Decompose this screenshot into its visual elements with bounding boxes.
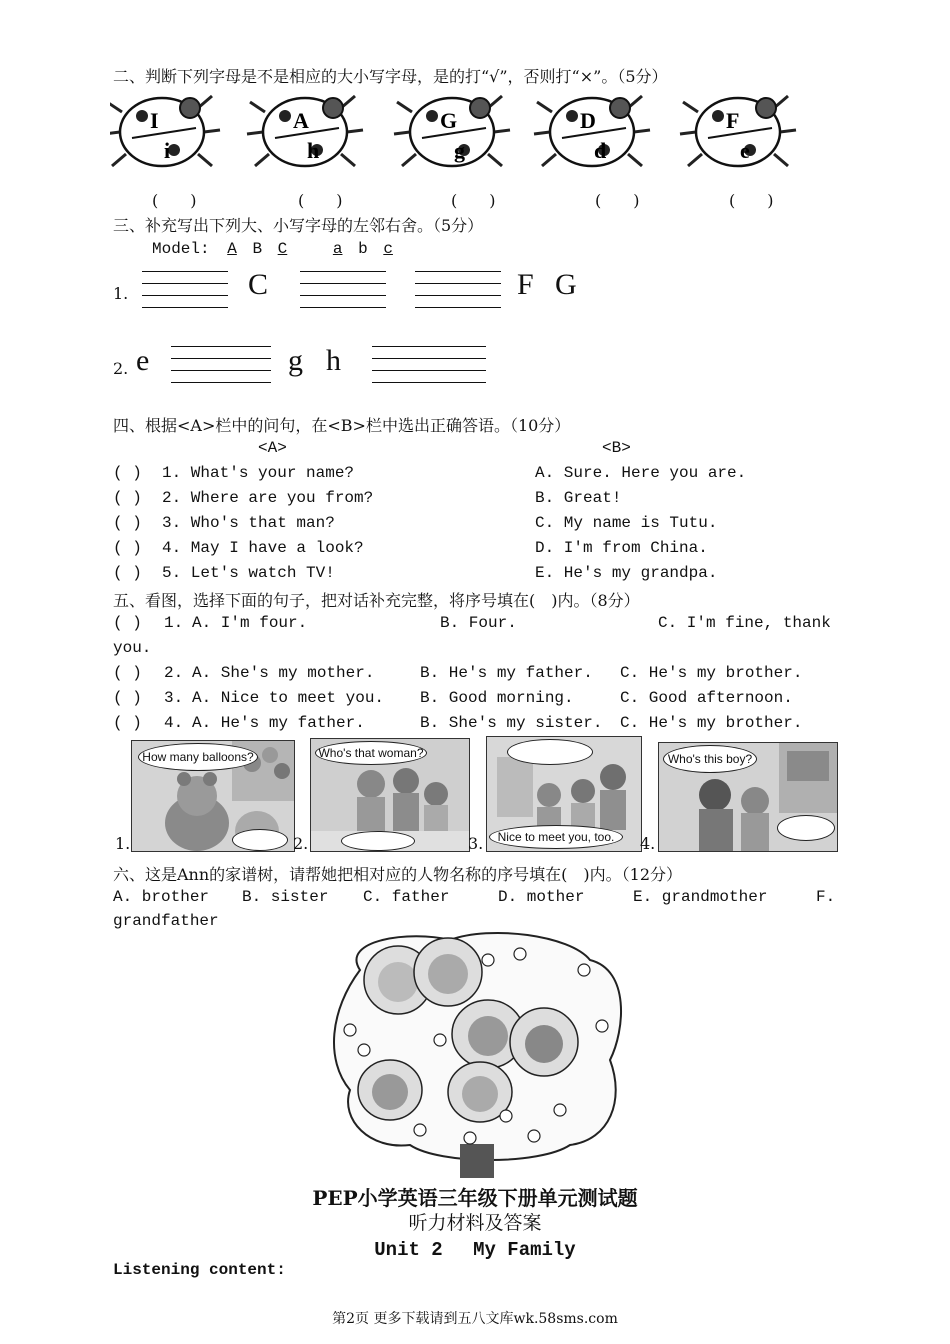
choice-b: B. He's my father.: [420, 664, 593, 682]
ladybug-uppercase: F: [726, 108, 740, 133]
letter-e: e: [136, 344, 150, 377]
unit-title: Unit 2 My Family: [374, 1239, 576, 1261]
row1-number: 1.: [113, 284, 129, 303]
letter-g-lower: g: [288, 344, 303, 377]
section2-title: 二、判断下列字母是不是相应的大小写字母，是的打“√”，否则打“×”。（5分）: [113, 67, 668, 86]
answer-paren[interactable]: ( ): [113, 664, 142, 682]
empty-speech-bubble: [341, 831, 415, 851]
ladybug-lowercase: e: [740, 138, 750, 163]
option-brother: A. brother: [113, 888, 210, 906]
question-item: 1. What's your name?: [162, 464, 355, 482]
picture-number: 2.: [293, 834, 309, 853]
item-number: 2.: [164, 664, 184, 682]
option-mother: D. mother: [498, 888, 585, 906]
section6-title: 六、这是Ann的家谱树，请帮她把相对应的人物名称的序号填在( )内。（12分）: [113, 865, 683, 884]
column-b-header: <B>: [602, 439, 631, 457]
choice-c: C. Good afternoon.: [620, 689, 793, 707]
ladybug-uppercase: G: [440, 108, 458, 133]
ladybug-row: [110, 86, 830, 178]
ladybug-uppercase: I: [150, 108, 159, 133]
answer-option: E. He's my grandpa.: [535, 564, 718, 582]
choice-c: C. He's my brother.: [620, 714, 803, 732]
choice-b: B. She's my sister.: [420, 714, 603, 732]
answer-paren[interactable]: ( ): [113, 564, 142, 582]
question-item: 2. Where are you from?: [162, 489, 374, 507]
choice-a: A. She's my mother.: [192, 664, 375, 682]
column-a-header: <A>: [258, 439, 287, 457]
choice-a: A. I'm four.: [192, 614, 308, 632]
writing-lines: [142, 271, 228, 309]
empty-speech-bubble: [507, 739, 593, 765]
choice-b: B. Good morning.: [420, 689, 574, 707]
choice-c: C. I'm fine, thank: [658, 614, 831, 632]
answer-paren[interactable]: ( ): [113, 689, 142, 707]
ladybug-lowercase: h: [307, 138, 320, 163]
answer-blank[interactable]: ( ): [729, 191, 774, 210]
option-father: C. father: [363, 888, 450, 906]
answer-blank[interactable]: ( ): [152, 191, 197, 210]
option-grandfather: grandfather: [113, 912, 219, 930]
speech-bubble: How many balloons?: [138, 743, 258, 771]
comic-panel-2: [310, 738, 470, 852]
ladybug-lowercase: i: [164, 138, 171, 163]
choice-b: B. Four.: [440, 614, 517, 632]
writing-lines: [372, 346, 486, 384]
option-f-letter: F.: [816, 888, 836, 906]
choice-c: C. He's my brother.: [620, 664, 803, 682]
model-label: Model:: [152, 240, 210, 258]
answer-blank[interactable]: ( ): [298, 191, 343, 210]
model-lower-b: b: [358, 240, 368, 258]
ladybug-4: [534, 96, 650, 166]
item-number: 3.: [164, 689, 184, 707]
model-lower-a: a: [332, 240, 343, 258]
empty-speech-bubble: [777, 815, 835, 841]
answer-paren[interactable]: ( ): [113, 514, 142, 532]
model-line: [152, 240, 393, 258]
answer-option: D. I'm from China.: [535, 539, 708, 557]
letter-c: C: [248, 268, 269, 301]
speech-bubble: Who's that woman?: [315, 741, 427, 765]
question-item: 3. Who's that man?: [162, 514, 335, 532]
ladybug-2: [247, 96, 363, 166]
letter-h: h: [326, 344, 341, 377]
page-footer: 第2页 更多下载请到五八文库wk.58sms.com: [332, 1311, 618, 1327]
item-number: 4.: [164, 714, 184, 732]
sub-title: 听力材料及答案: [408, 1212, 542, 1234]
choice-a: A. Nice to meet you.: [192, 689, 385, 707]
ladybug-lowercase: d: [594, 138, 607, 163]
comic-panel-3: [486, 736, 642, 852]
model-upper-c: C: [277, 240, 288, 258]
family-tree-illustration: [320, 930, 630, 1178]
section4-title: 四、根据<A>栏中的问句，在<B>栏中选出正确答语。（10分）: [113, 416, 571, 435]
answer-option: A. Sure. Here you are.: [535, 464, 747, 482]
speech-bubble: Who's this boy?: [663, 745, 757, 773]
answer-paren[interactable]: ( ): [113, 714, 142, 732]
ladybug-3: [394, 96, 510, 166]
ladybug-uppercase: D: [580, 108, 596, 133]
answer-paren[interactable]: ( ): [113, 614, 142, 632]
letter-f: F: [517, 268, 534, 301]
writing-lines: [171, 346, 271, 384]
listening-content-label: Listening content:: [113, 1261, 286, 1279]
ladybug-lowercase: g: [454, 138, 465, 163]
row2-number: 2.: [113, 359, 129, 378]
writing-lines: [415, 271, 501, 309]
ladybug-5: [680, 96, 796, 166]
section3-title: 三、补充写出下列大、小写字母的左邻右舍。（5分）: [113, 216, 484, 235]
answer-blank[interactable]: ( ): [451, 191, 496, 210]
answer-paren[interactable]: ( ): [113, 489, 142, 507]
model-upper-b: B: [252, 240, 263, 258]
question-item: 4. May I have a look?: [162, 539, 364, 557]
item-number: 1.: [164, 614, 184, 632]
answer-paren[interactable]: ( ): [113, 539, 142, 557]
choice-c-continued: you.: [113, 639, 152, 657]
letter-g: G: [555, 268, 577, 301]
section5-title: 五、看图，选择下面的句子，把对话补充完整，将序号填在( )内。（8分）: [113, 591, 640, 610]
empty-speech-bubble: [232, 829, 288, 851]
ladybug-1: [110, 96, 220, 166]
model-upper-a: A: [227, 240, 237, 258]
answer-option: C. My name is Tutu.: [535, 514, 718, 532]
picture-number: 1.: [115, 834, 131, 853]
speech-bubble: Nice to meet you, too.: [489, 825, 623, 849]
answer-blank[interactable]: ( ): [595, 191, 640, 210]
writing-lines: [300, 271, 386, 309]
picture-number: 3.: [468, 834, 484, 853]
comic-panel-1: [131, 740, 295, 852]
main-title: PEP小学英语三年级下册单元测试题: [312, 1186, 638, 1210]
model-lower-c: c: [383, 240, 393, 258]
comic-panel-4: [658, 742, 838, 852]
choice-a: A. He's my father.: [192, 714, 365, 732]
answer-paren[interactable]: ( ): [113, 464, 142, 482]
ladybug-uppercase: A: [293, 108, 309, 133]
picture-number: 4.: [640, 834, 656, 853]
option-grandmother: E. grandmother: [633, 888, 768, 906]
option-sister: B. sister: [242, 888, 329, 906]
answer-option: B. Great!: [535, 489, 622, 507]
question-item: 5. Let's watch TV!: [162, 564, 335, 582]
